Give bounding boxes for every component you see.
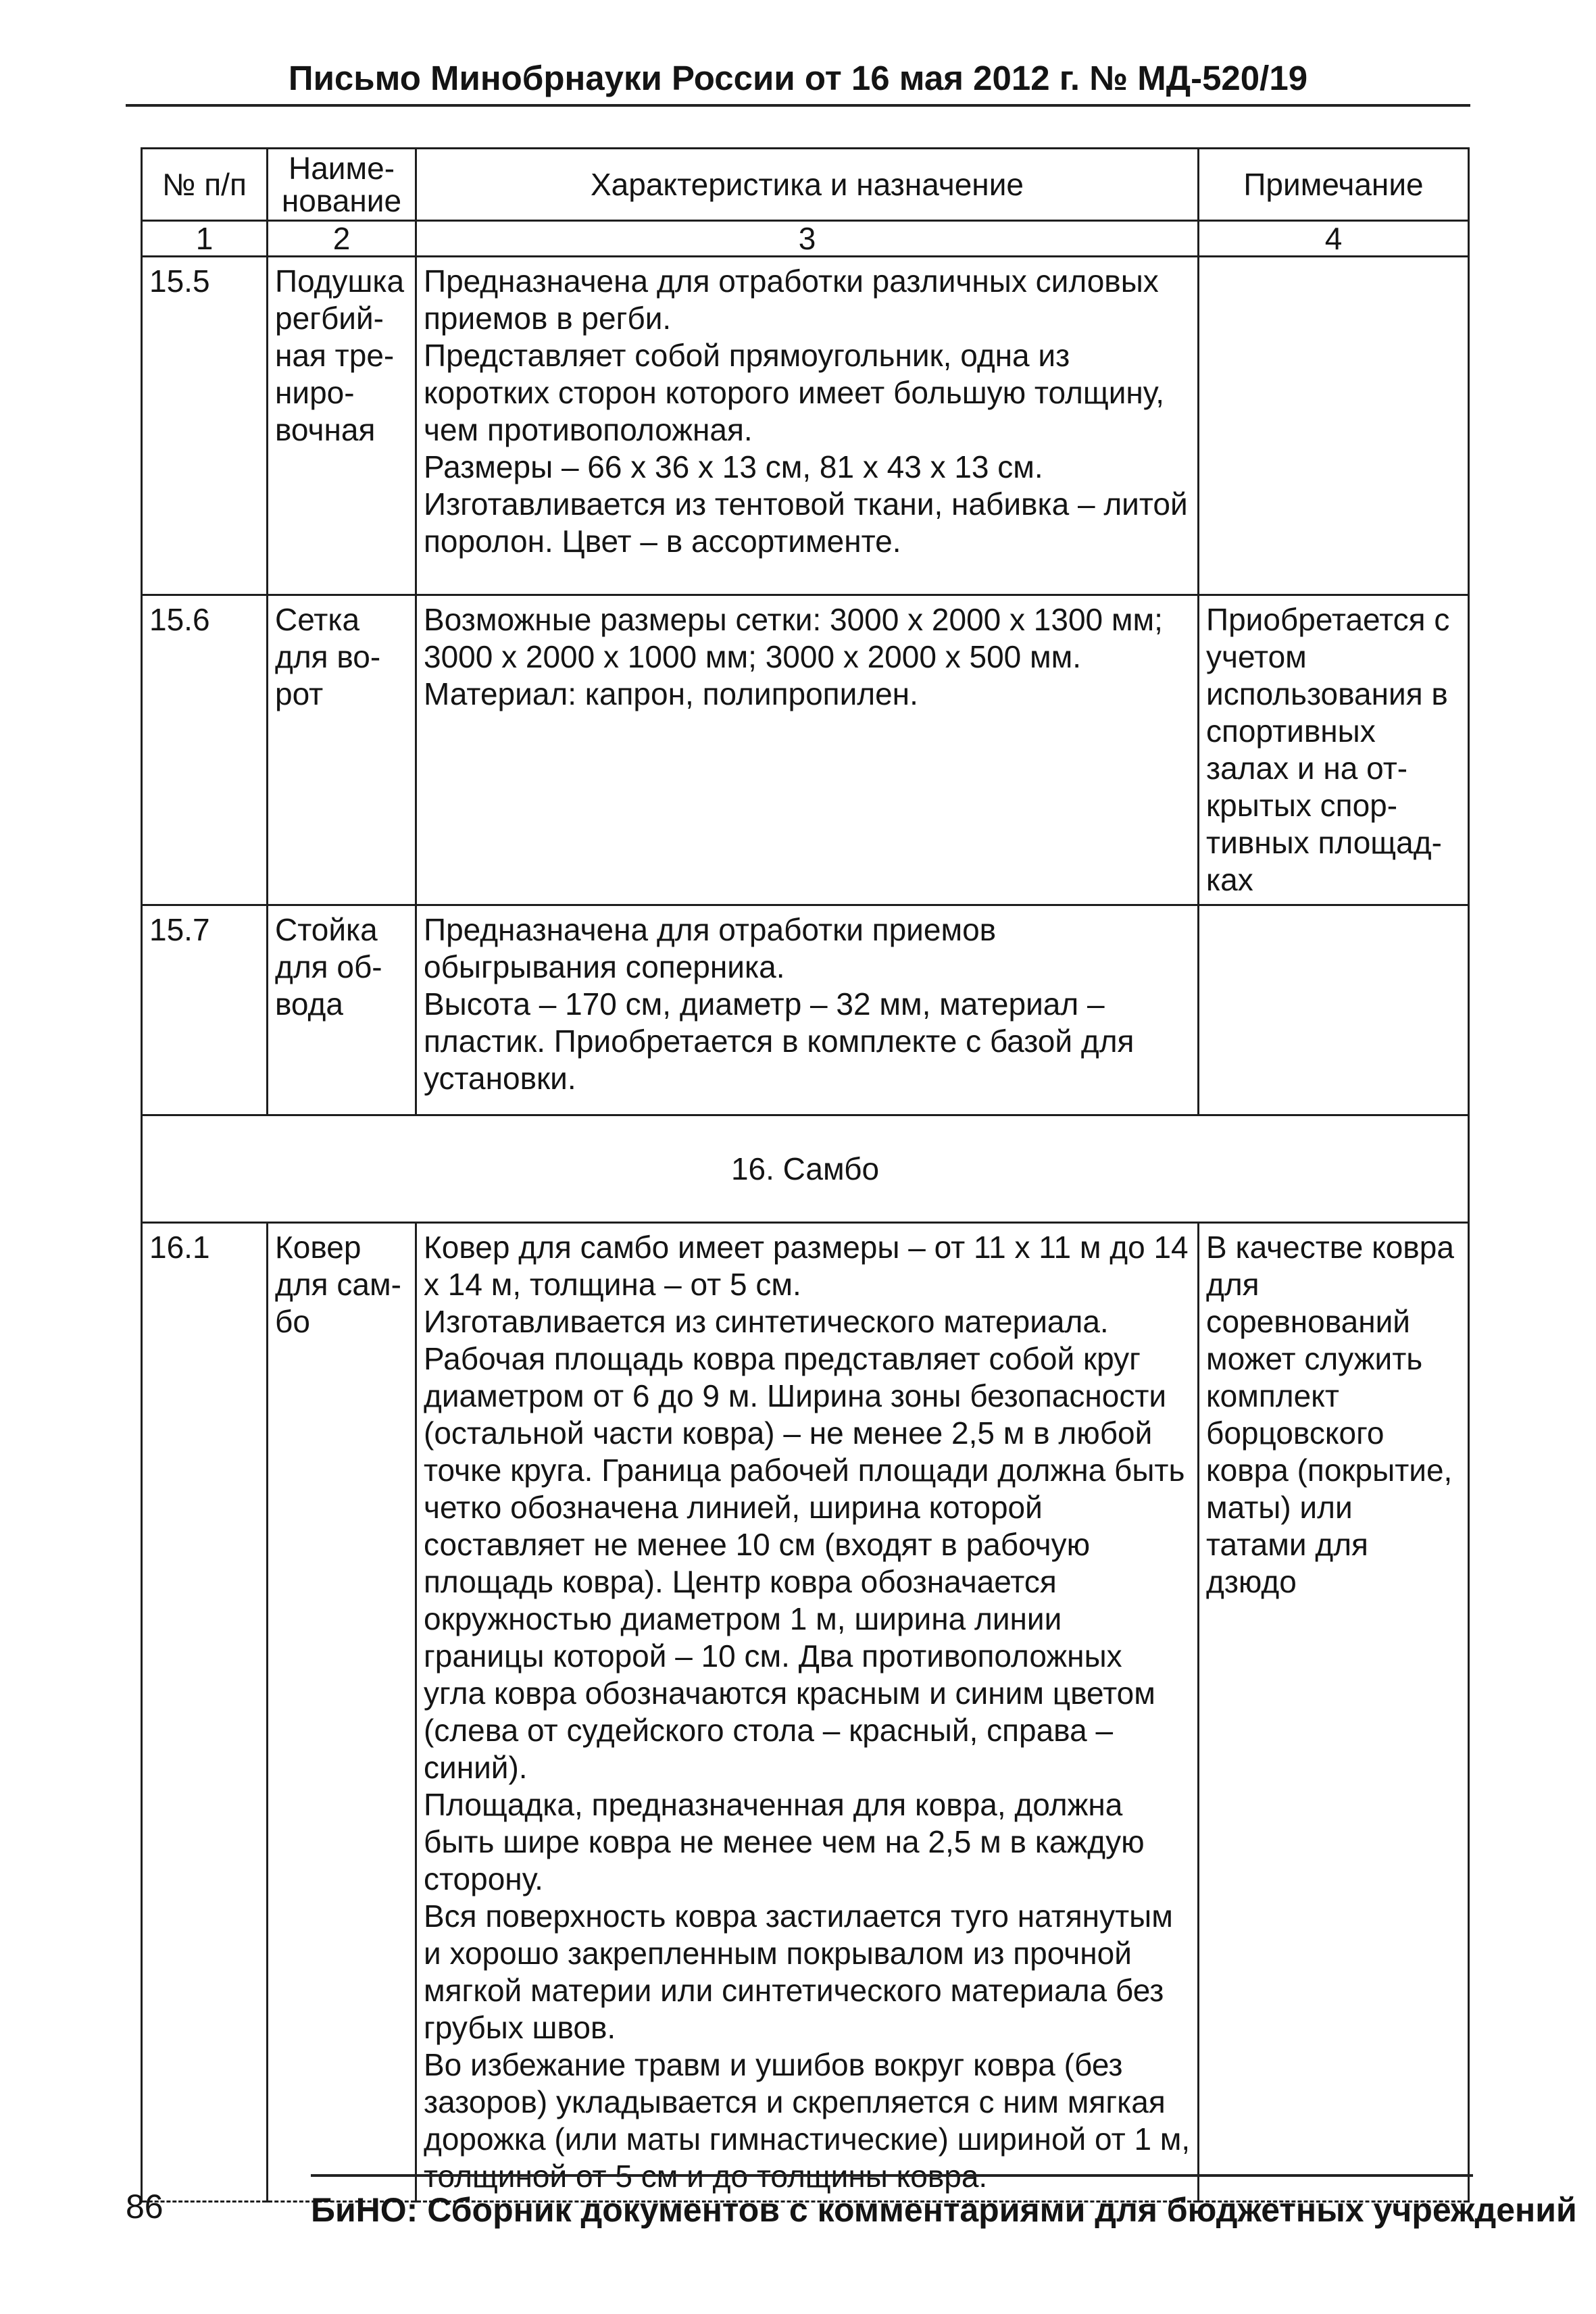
description-paragraph: Предназначена для отработки различных силовых приемов в регби.	[424, 263, 1159, 336]
column-number-row	[142, 221, 1469, 257]
column-number: 4	[1199, 221, 1469, 257]
item-number: 15.6	[142, 595, 268, 905]
table-row	[142, 1223, 1469, 2202]
table-row	[142, 595, 1469, 905]
item-number: 15.5	[142, 257, 268, 595]
item-note: В качестве ковра для соревнований может служить комплект борцовского ковра (покрытие, маты) или татами для дзюдо	[1199, 1223, 1469, 2202]
item-number: 16.1	[142, 1223, 268, 2202]
item-note: Приобретается с учетом использования в спортивных залах и на от-крытых спор-тивных площад-ках	[1199, 595, 1469, 905]
item-description	[416, 1223, 1199, 2202]
column-header-description: Характеристика и назначение	[416, 149, 1199, 221]
header-row	[142, 149, 1469, 221]
page-number: 86	[126, 2188, 164, 2225]
table-row	[142, 905, 1469, 1115]
description-paragraph: Высота – 170 см, диаметр – 32 мм, материал – пластик. Приобретается в комплекте с базой для установки.	[424, 986, 1134, 1096]
equipment-table	[141, 147, 1470, 2203]
column-number: 3	[416, 221, 1199, 257]
description-paragraph: Вся поверхность ковра застилается туго натянутым и хорошо закрепленным покрывалом из прочной мягкой материи или синтетического материала без грубых швов.	[424, 1898, 1173, 2045]
column-header-name: Наиме-нование	[268, 149, 416, 221]
item-name: Стойка для об-вода	[268, 905, 416, 1115]
publication-title: БиНО: Сборник документов с комментариями для бюджетных учреждений	[311, 2191, 1577, 2229]
table-row	[142, 257, 1469, 595]
description-paragraph: Площадка, предназначенная для ковра, должна быть шире ковра не менее чем на 2,5 м в каждую сторону.	[424, 1787, 1145, 1896]
section-row	[142, 1115, 1469, 1223]
item-name: Сетка для во-рот	[268, 595, 416, 905]
column-number: 2	[268, 221, 416, 257]
footer-divider	[311, 2174, 1473, 2177]
description-paragraph: Во избежание травм и ушибов вокруг ковра (без зазоров) укладывается и скрепляется с ним мягкая дорожка (или маты гимнастические) шириной от 1 м, толщиной от 5 см и до толщины ковра.	[424, 2047, 1191, 2194]
description-paragraph: Ковер для самбо имеет размеры – от 11 х 11 м до 14 х 14 м, толщина – от 5 см.	[424, 1230, 1189, 1302]
description-paragraph: Изготавливается из тентовой ткани, набивка – литой поролон. Цвет – в ассортименте.	[424, 486, 1188, 559]
description-paragraph: Возможные размеры сетки: 3000 х 2000 х 1300 мм; 3000 х 2000 х 1000 мм; 3000 х 2000 х 500 мм.	[424, 602, 1163, 674]
column-header-note: Примечание	[1199, 149, 1469, 221]
description-paragraph: Размеры – 66 х 36 х 13 см, 81 х 43 х 13 см.	[424, 449, 1043, 484]
description-paragraph: Изготавливается из синтетического материала. Рабочая площадь ковра представляет собой круг диаметром от 6 до 9 м. Ширина зоны безопасности (остальной части ковра) – не менее 2,5 м в любой точке круга. Граница рабочей площади должна быть четко обозначена линией, ширина которой составляет не менее 10 см (входят в рабочую площадь ковра). Центр ковра обозначается окружностью диаметром 1 м, ширина линии границы которой – 10 см. Два противоположных угла ковра обозначаются красным и синим цветом (слева от судейского стола – красный, справа – синий).	[424, 1304, 1185, 1785]
item-name: Ковер для сам-бо	[268, 1223, 416, 2202]
section-title: 16. Самбо	[142, 1115, 1469, 1223]
item-description	[416, 905, 1199, 1115]
description-paragraph: Предназначена для отработки приемов обыгрывания соперника.	[424, 912, 997, 984]
item-description	[416, 257, 1199, 595]
running-header: Письмо Минобрнауки России от 16 мая 2012 г. № МД-520/19	[126, 57, 1470, 107]
column-header-number: № п/п	[142, 149, 268, 221]
item-note	[1199, 905, 1469, 1115]
description-paragraph: Представляет собой прямоугольник, одна из коротких сторон которого имеет большую толщину, чем противоположная.	[424, 338, 1164, 447]
item-description	[416, 595, 1199, 905]
item-number: 15.7	[142, 905, 268, 1115]
column-number: 1	[142, 221, 268, 257]
item-note	[1199, 257, 1469, 595]
description-paragraph: Материал: капрон, полипропилен.	[424, 676, 918, 711]
item-name: Подушка регбий-ная тре-ниро-вочная	[268, 257, 416, 595]
